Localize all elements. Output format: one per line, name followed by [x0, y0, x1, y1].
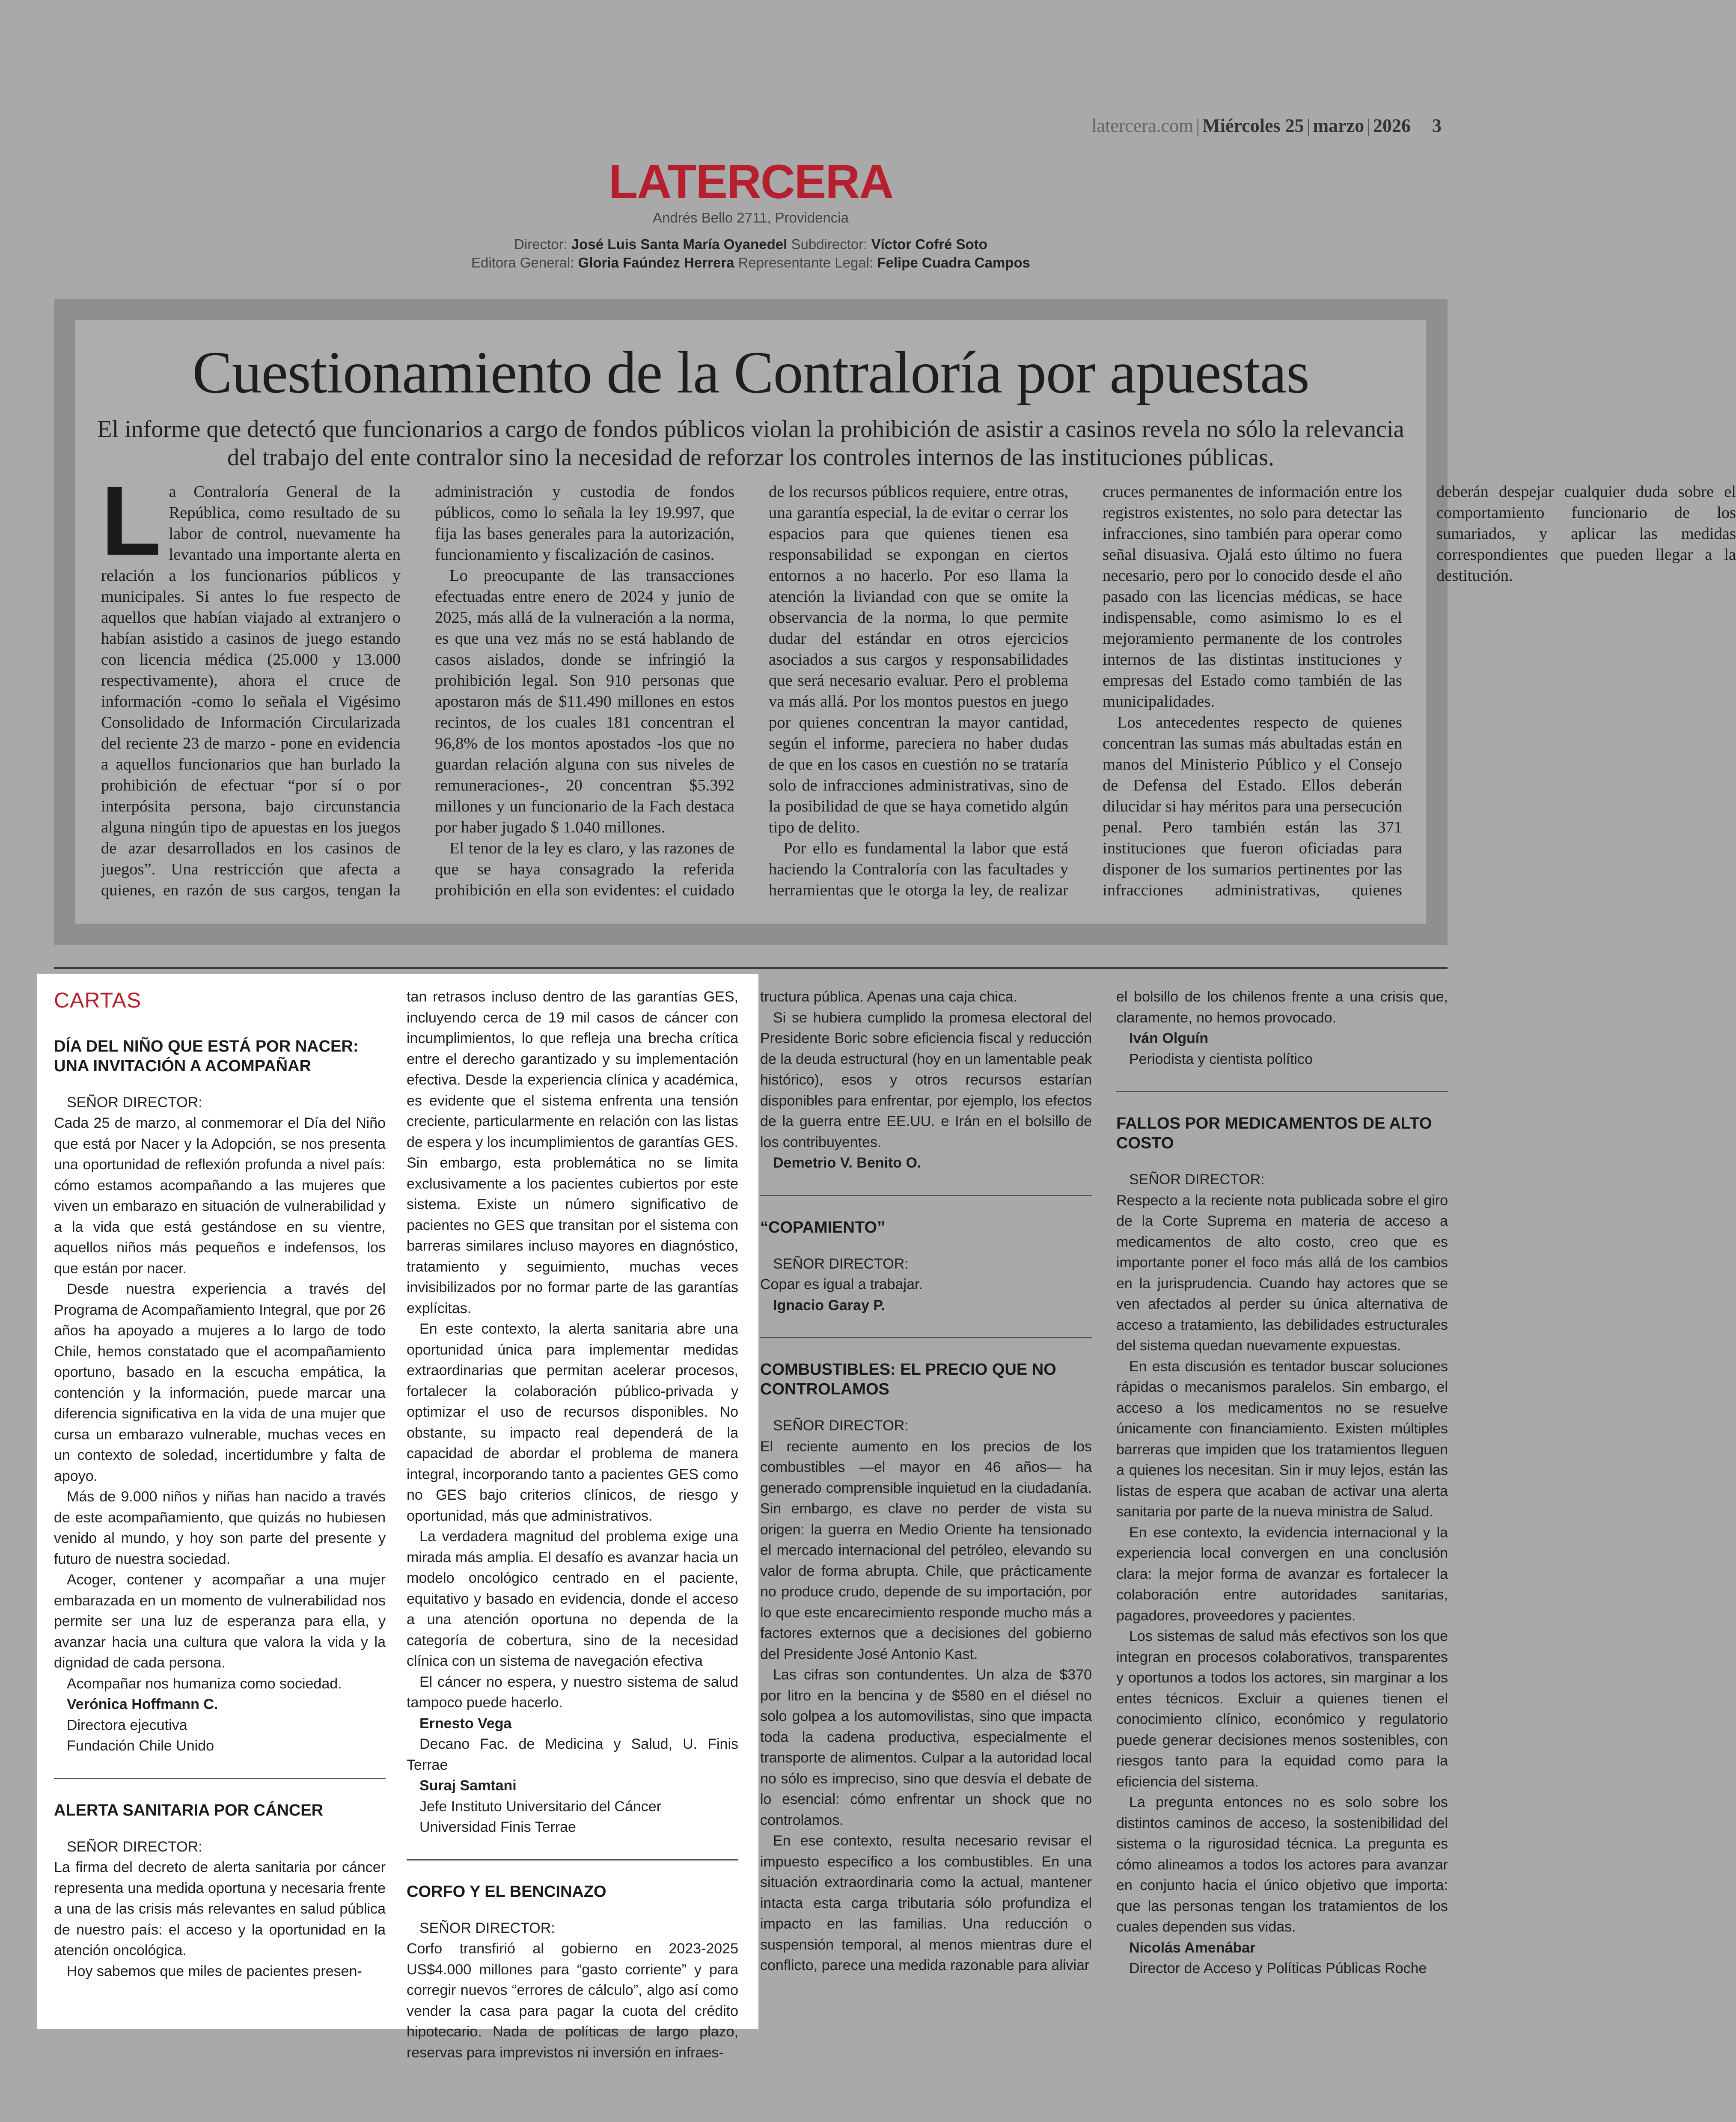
- letter-signature: Demetrio V. Benito O.: [773, 1155, 922, 1171]
- date-year: 2026: [1373, 115, 1411, 136]
- section-divider: [54, 967, 1448, 969]
- letter-separator: [760, 1337, 1092, 1338]
- letter-signer-role: Jefe Instituto Universitario del Cáncer: [419, 1798, 662, 1815]
- letter-paragraph: Desde nuestra experiencia a través del Programa de Acompañamiento Integral, que por 26 años ha apoyado a mujeres a lo largo de todo Chile, hemos constatado que el acompañamiento oportuno, basado en la escucha empática, la contención y la información, puede marcar una diferencia significativa en la vida de una mujer que cursa un embarazo vulnerable, muchas veces en un contexto de soledad, incertidumbre y falta de apoyo.: [54, 1281, 386, 1484]
- editora-name: Gloria Faúndez Herrera: [578, 255, 734, 270]
- letter-salutation: SEÑOR DIRECTOR:: [1129, 1171, 1265, 1188]
- editorial-body: [101, 466, 1736, 914]
- letter-signature: Ignacio Garay P.: [773, 1297, 886, 1314]
- letter-paragraph: Acoger, contener y acompañar a una mujer embarazada en un momento de vulnerabilidad nos permite ser una luz de esperanza para ella, y avanzar hacia una cultura que valora la vida y la dignidad de cada persona.: [54, 1572, 386, 1671]
- letter-paragraph: En ese contexto, la evidencia internacional y la experiencia local convergen en una conclusión clara: la mejor forma de avanzar es fortalecer la colaboración entre autoridades sanitarias, pagadores, proveedores y pacientes.: [1116, 1524, 1448, 1624]
- letter-paragraph: Corfo transfirió al gobierno en 2023-2025 US$4.000 millones para “gasto corriente” y para corregir nuevos “errores de cálculo”, algo así como vender la casa para pagar la cuota del crédito hipotecario. Nada de políticas de largo plazo, reservas para imprevistos ni inversión en infraes-: [407, 1941, 738, 2061]
- letter-signature: Iván Olguín: [1129, 1030, 1209, 1046]
- letter-salutation: SEÑOR DIRECTOR:: [67, 1094, 202, 1111]
- letters-column-4: [1116, 987, 1448, 1979]
- letter-signature: Ernesto Vega: [419, 1715, 512, 1732]
- letter-signer-role: Director de Acceso y Políticas Públicas Roche: [1129, 1960, 1427, 1976]
- editorial-paragraph: La Contraloría General de la República, como resultado de su labor de control, nuevamente ha levantado una importante alerta en relación a los funcionarios públicos y municipales. Si antes lo fue respecto de aquellos que habían viajado al extranjero o habían asistido a casinos de juego estando con licencia médica (25.000 y 13.000 respectivamente), ahora el cruce de información -como lo señala el Vigésimo Consolidado de Información Circularizada del reciente 23 de marzo - pone en evidencia a aquellos funcionarios que han burlado la prohibición de efectuar “por sí o por interpósita persona, bajo circunstancia alguna ningún tipo de apuestas en los juegos de azar desarrollados en los casinos de juegos”. Una restricción que afecta a quienes, en razón de sus cargos, tengan la administración y custodia de fondos públicos, como lo señala la ley 19.997, que fija las bases generales para la autorización, funcionamiento y fiscalización de casinos.: [101, 466, 734, 899]
- letter-signer-org: Fundación Chile Unido: [67, 1738, 214, 1754]
- editorial-title: Cuestionamiento de la Contraloría por apuestas: [192, 339, 1309, 406]
- letter-paragraph: Respecto a la reciente nota publicada sobre el giro de la Corte Suprema en materia de acceso a medicamentos de alto costo, creo que es importante poner el foco más allá de los cambios en la jurisprudencia. Cuando hay actores que se ven afectados al perder su única alternativa de acceso a tratamiento, las debilidades estructurales del sistema quedan nuevamente expuestas.: [1116, 1192, 1448, 1354]
- date-weekday-day: Miércoles 25: [1202, 115, 1304, 136]
- letter-paragraph: En este contexto, la alerta sanitaria abre una oportunidad única para implementar medidas extraordinarias que permitan acelerar procesos, fortalecer la colaboración público-privada y optimizar el uso de recursos disponibles. No obstante, su impacto real dependerá de la capacidad de abordar el problema de manera integral, incorporando tanto a pacientes GES como no GES bajo criterios clínicos, de riesgo y oportunidad, más que administrativos.: [407, 1321, 738, 1524]
- newspaper-logo: LATERCERA: [608, 155, 893, 208]
- letter-separator: [760, 1195, 1092, 1196]
- section-title-cartas: CARTAS: [54, 988, 142, 1012]
- letter-separator: [1116, 1091, 1448, 1092]
- letters-column-3: [760, 987, 1092, 1976]
- page-number: 3: [1432, 115, 1442, 136]
- letter-paragraph: Si se hubiera cumplido la promesa electoral del Presidente Boric sobre eficiencia fiscal y reducción de la deuda estructural (hoy en un lamentable peak histórico), esos y otros recursos estarían disponibles para enfrentar, por ejemplo, los efectos de la guerra entre EE.UU. e Irán en el bolsillo de los contribuyentes.: [760, 1009, 1092, 1150]
- letter-paragraph: Cada 25 de marzo, al conmemorar el Día del Niño que está por Nacer y la Adopción, se nos presenta una oportunidad de reflexión profunda a nivel país: cómo estamos acompañando a las mujeres que viven un embarazo en situación de vulnerabilidad y a la vida que está gestándose en su vientre, aquellos niños más pequeños e indefensos, los que están por nacer.: [54, 1115, 386, 1277]
- letter-title: CORFO Y EL BENCINAZO: [407, 1882, 606, 1901]
- letter-paragraph: Acompañar nos humaniza como sociedad.: [67, 1675, 342, 1692]
- drop-cap: L: [101, 466, 161, 576]
- letter-salutation: SEÑOR DIRECTOR:: [419, 1920, 555, 1936]
- letter-paragraph: Los sistemas de salud más efectivos son los que integran en procesos colaborativos, transparentes y oportunos a todos los actores, sin marginar a los entes técnicos. Excluir a quienes tienen el conocimiento clínico, económico y regulatorio puede generar decisiones menos sostenibles, con riesgos tanto para la equidad como para la eficiencia del sistema.: [1116, 1628, 1448, 1790]
- letter-salutation: SEÑOR DIRECTOR:: [773, 1255, 909, 1272]
- masthead-directors: Director: José Luis Santa María Oyanedel Subdirector: Víctor Cofré Soto: [514, 236, 987, 252]
- letter-signature: Nicolás Amenábar: [1129, 1939, 1256, 1956]
- site-url[interactable]: latercera.com: [1091, 115, 1194, 136]
- letter-signer-role: Periodista y cientista político: [1129, 1051, 1313, 1067]
- letters-column-1: [54, 975, 386, 1982]
- letter-title: COMBUSTIBLES: EL PRECIO QUE NO CONTROLAMOS: [760, 1361, 1056, 1398]
- letter-title: “COPAMIENTO”: [760, 1218, 886, 1236]
- letter-separator: [54, 1778, 386, 1779]
- editorial-paragraph: Los antecedentes respecto de quienes concentran las sumas más abultadas están en manos del Ministerio Público y el Consejo de Defensa del Estado. Ellos deberán dilucidar si hay méritos para una persecución penal. Pero también están las 371 instituciones que fueron oficiadas para disponer de los sumarios pertinentes por las infracciones administrativas, quienes deberán despejar cualquier duda sobre el comportamiento funcionario de los sumariados, y aplicar las medidas correspondientes que pueden llegar a la destitución.: [1103, 483, 1736, 899]
- masthead-address: Andrés Bello 2711, Providencia: [652, 210, 849, 226]
- editorial-paragraph: Lo preocupante de las transacciones efectuadas entre enero de 2024 y junio de 2025, más allá de la vulneración a la norma, es que una vez más no se está hablando de casos aislados, donde se infringió la prohibición legal. Son 910 personas que apostaron más de $11.490 millones en estos recintos, de los cuales 181 concentran el 96,8% de los montos apostados -los que no guardan relación alguna con sus niveles de remuneraciones-, 20 concentran $5.392 millones y un funcionario de la Fach destaca por haber jugado $ 1.040 millones.: [435, 567, 734, 836]
- editorial-paragraph: El tenor de la ley es claro, y las razones de que se haya consagrado la referida prohibición en ella son evidentes: el cuidado de los recursos públicos requiere, entre otras, una garantía especial, la de evitar o cerrar los espacios para que quienes tienen esa responsabilidad se expongan en ciertos entornos a no hacerlo. Por eso llama la atención la liviandad con que se omite la observancia de la norma, lo que permite dudar del estándar en otros ejercicios asociados a sus cargos y responsabilidades que será necesario evaluar. Pero el problema va más allá. Por los montos puestos en juego por quienes concentran la mayor cantidad, según el informe, pareciera no haber dudas de que en los casos en cuestión no se trataría solo de infracciones administrativas, sino de la posibilidad de que se haya cometido algún tipo de delito.: [435, 483, 1068, 899]
- editorial-paragraph: Por ello es fundamental la labor que está haciendo la Contraloría con las facultades y herramientas que le otorga la ley, de realizar cruces permanentes de información entre los registros existentes, no solo para detectar las infracciones, sino también para operar como señal disuasiva. Ojalá esto último no fuera necesario, pero por lo conocido desde el año pasado con las licencias médicas, se hace indispensable, como asimismo lo es el mejoramiento permanente de los controles internos de las distintas instituciones y empresas del Estado como también de las municipalidades.: [769, 483, 1402, 899]
- letter-title: DÍA DEL NIÑO QUE ESTÁ POR NACER: UNA INVITACIÓN A ACOMPAÑAR: [54, 1037, 359, 1075]
- letter-paragraph: La pregunta entonces no es solo sobre los distintos caminos de acceso, la sostenibilidad del sistema o la rigurosidad técnica. La pregunta es cómo alineamos a todos los actores para avanzar en conjunto hacia el único objetivo que importa: que las personas tengan los tratamientos de los cuales dependen sus vidas.: [1116, 1794, 1448, 1935]
- letter-paragraph: Copar es igual a trabajar.: [760, 1276, 923, 1293]
- director-name: José Luis Santa María Oyanedel: [571, 236, 788, 252]
- letter-paragraph: tan retrasos incluso dentro de las garantías GES, incluyendo cerca de 19 mil casos de cáncer con incumplimientos, lo que refleja una brecha crítica entre el derecho garantizado y su implementación efectiva. Desde la experiencia clínica y académica, es evidente que el sistema enfrenta una tensión creciente, particularmente en relación con las listas de espera y los incumplimientos de garantías GES. Sin embargo, esta problemática no se limita exclusivamente a los pacientes cubiertos por este sistema. Existe un número significativo de pacientes no GES que transitan por el sistema con barreras similares incluso mayores en diagnóstico, tratamiento y seguimiento, muchas veces invisibilizados por no formar parte de las garantías explícitas.: [407, 989, 738, 1317]
- letter-salutation: SEÑOR DIRECTOR:: [67, 1838, 202, 1855]
- editorial-lede: El informe que detectó que funcionarios a cargo de fondos públicos violan la prohibición de asistir a casinos revela no sólo la relevancia del trabajo del ente contralor sino la necesidad de reforzar los controles internos de las instituciones públicas.: [97, 416, 1404, 471]
- letter-paragraph: tructura pública. Apenas una caja chica.: [760, 989, 1018, 1005]
- letter-signature: Suraj Samtani: [419, 1777, 517, 1794]
- letter-paragraph: En esta discusión es tentador buscar soluciones rápidas o mecanismos paralelos. Sin embargo, el acceso a los medicamentos no se resuelve únicamente con financiamiento. Existen múltiples barreras que impiden que los tratamientos lleguen a quienes los necesitan. Sin ir muy lejos, están las listas de espera que acaban de activar una alerta sanitaria por parte de la nueva ministra de Salud.: [1116, 1358, 1448, 1520]
- letters-column-2: [407, 987, 738, 2063]
- legal-rep-name: Felipe Cuadra Campos: [877, 255, 1030, 270]
- subdirector-name: Víctor Cofré Soto: [871, 236, 987, 252]
- letter-paragraph: En ese contexto, resulta necesario revisar el impuesto específico a los combustibles. En una situación extraordinaria como la actual, mantener intacta esta carga tributaria sólo profundiza el impacto en las familias. Una reducción o suspensión temporal, al menos mientras dure el conflicto, parece una medida razonable para aliviar: [760, 1833, 1092, 1973]
- letter-title: ALERTA SANITARIA POR CÁNCER: [54, 1801, 324, 1819]
- letter-signer-role: Directora ejecutiva: [67, 1717, 187, 1733]
- letter-paragraph: Las cifras son contundentes. Un alza de $370 por litro en la bencina y de $580 en el diésel no solo golpea a los automovilistas, sino que impacta toda la cadena productiva, especialmente el transporte de alimentos. Culpar a la autoridad local no sólo es impreciso, sino que desvía el debate de lo esencial: cómo enfrentar un shock que no controlamos.: [760, 1667, 1092, 1828]
- letter-paragraph: el bolsillo de los chilenos frente a una crisis que, claramente, no hemos provocado.: [1116, 989, 1448, 1026]
- page-header-line: latercera.com | Miércoles 25 | marzo | 2026 3: [1091, 115, 1442, 136]
- letter-paragraph: La firma del decreto de alerta sanitaria por cáncer representa una medida oportuna y necesaria frente a una de las crisis más relevantes en salud pública de nuestro país: el acceso y la oportunidad en la atención oncológica.: [54, 1859, 386, 1959]
- letter-salutation: SEÑOR DIRECTOR:: [773, 1418, 909, 1434]
- letter-paragraph: Hoy sabemos que miles de pacientes presen-: [67, 1963, 362, 1979]
- letter-title: FALLOS POR MEDICAMENTOS DE ALTO COSTO: [1116, 1114, 1432, 1152]
- letter-signer-role: Decano Fac. de Medicina y Salud, U. Finis Terrae: [407, 1736, 738, 1773]
- date-month: marzo: [1313, 115, 1364, 136]
- letter-paragraph: La verdadera magnitud del problema exige una mirada más amplia. El desafío es avanzar hacia un modelo oncológico centrado en el paciente, equitativo y basado en evidencia, donde el acceso a una atención oportuna no dependa de la categoría de cobertura, sino de la necesidad clínica con un sistema de navegación efectiva: [407, 1528, 738, 1669]
- letter-paragraph: El cáncer no espera, y nuestro sistema de salud tampoco puede hacerlo.: [407, 1673, 738, 1711]
- masthead-editors: Editora General: Gloria Faúndez Herrera Representante Legal: Felipe Cuadra Campos: [471, 255, 1030, 270]
- letter-paragraph: El reciente aumento en los precios de los combustibles —el mayor en 46 años— ha generado comprensible inquietud en la ciudadanía. Sin embargo, es clave no perder de vista su origen: la guerra en Medio Oriente ha tensionado el mercado internacional del petróleo, elevando su valor de forma abrupta. Chile, que prácticamente no produce crudo, depende de su importación, por lo que este encarecimiento responde mucho más a factores externos que a decisiones del gobierno del Presidente José Antonio Kast.: [760, 1438, 1092, 1662]
- letter-signature: Verónica Hoffmann C.: [67, 1696, 218, 1712]
- letter-paragraph: Más de 9.000 niños y niñas han nacido a través de este acompañamiento, que quizás no hubiesen venido al mundo, y hoy son parte del presente y futuro de nuestra sociedad.: [54, 1489, 386, 1567]
- letter-separator: [407, 1859, 738, 1860]
- letter-signer-org: Universidad Finis Terrae: [419, 1819, 576, 1835]
